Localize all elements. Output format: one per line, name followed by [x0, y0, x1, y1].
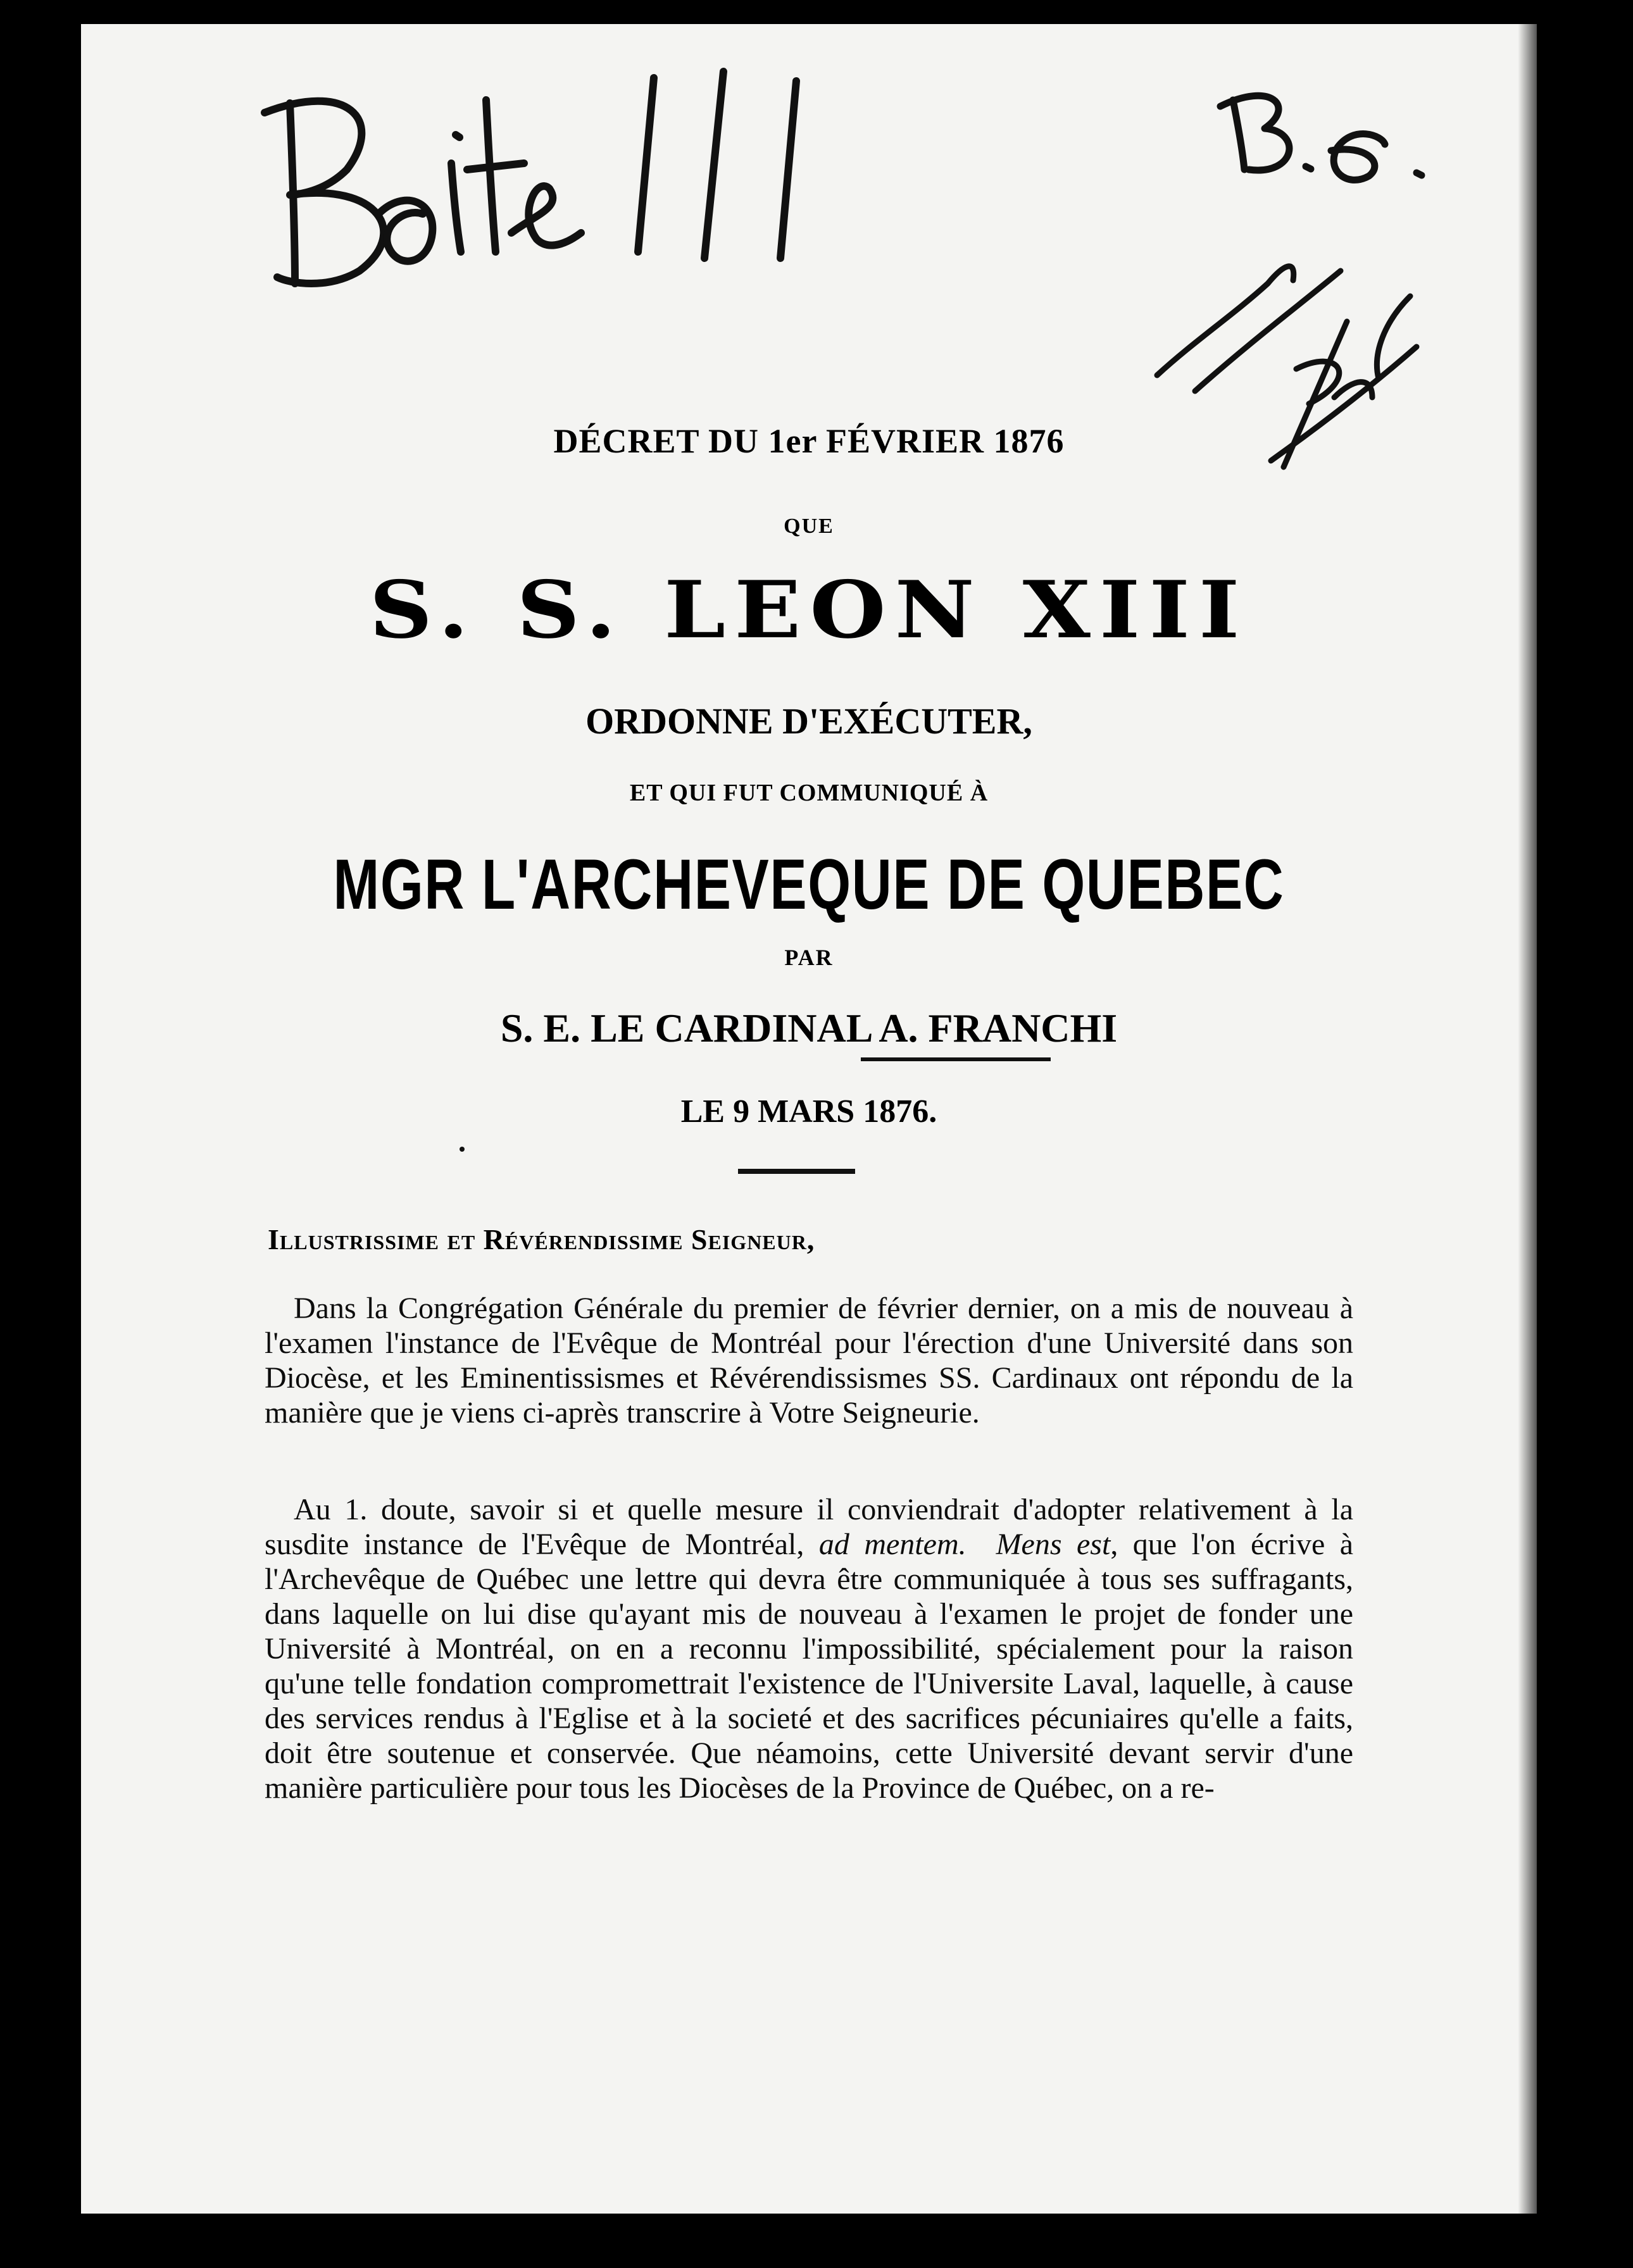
cardinal-line: [81, 1005, 1537, 1052]
ordonne-line: ORDONNE D'EXÉCUTER,: [585, 701, 1032, 742]
par-label: PAR: [784, 945, 834, 970]
handwritten-note-be: [1220, 96, 1422, 180]
cardinal-name: FRANCHI: [928, 1006, 1118, 1050]
paragraph2-italic-ad-mentem: ad mentem.: [818, 1528, 967, 1561]
page-edge-shadow: [1518, 24, 1537, 2214]
pope-title: S. S. LEON XIII: [369, 563, 1249, 656]
handwritten-annotations: [81, 24, 1537, 594]
cardinal-prefix: S. E. LE CARDINAL A.: [500, 1006, 929, 1050]
paragraph2-rest: , que l'on écrive à l'Archevêque de Québec une lettre qui devra être communiquée à tous ses suffragants, dans laquelle on lui dise qu'ayant mis de nouveau à l'examen le projet de fonder une Université à Montréal, on en a reconnu l'impossibilité, spécialement pour la raison qu'une telle fondation compromettrait l'existence de l'Universite Laval, laquelle, à cause des services rendus à l'Eglise et à la societé et des sacrifices pécuniaires qu'elle a faits, doit être soutenue et conservée. Que néamoins, cette Université devant servir d'une manière particulière pour tous les Diocèses de la Province de Québec, on a re-: [265, 1528, 1354, 1805]
salutation: Illustrissime et Révérendissime Seigneur,: [268, 1223, 815, 1256]
date-sent-line: LE 9 MARS 1876.: [680, 1094, 937, 1130]
paragraph2-italic-mens-est: Mens est: [996, 1528, 1111, 1561]
body-paragraph-2: [265, 1492, 1353, 1805]
handwritten-underline: [861, 1057, 1051, 1061]
handwritten-note-boite-111: [265, 72, 796, 284]
body-paragraph-1: Dans la Congrégation Générale du premier de février dernier, on a mis de nouveau à l'examen l'instance de l'Evêque de Montréal pour l'érection d'une Université dans son Diocèse, et les Eminentissismes et Révérendissismes SS. Cardinaux ont répondu de la manière que je viens ci-après transcrire à Votre Seigneurie.: [265, 1292, 1353, 1430]
document-page: [81, 24, 1537, 2214]
decree-date-heading: DÉCRET DU 1er FÉVRIER 1876: [553, 422, 1065, 460]
paragraph2-start: Au 1. doute, savoir si et quelle mesure il conviendrait d'adopter relativement à la susdite instance de l'Evêque de Montréal,: [265, 1493, 1353, 1561]
que-label: QUE: [784, 514, 834, 538]
separator-rule: [738, 1169, 855, 1174]
archeveque-title: MGR L'ARCHEVEQUE DE QUEBEC: [333, 845, 1285, 924]
communique-line: ET QUI FUT COMMUNIQUÉ À: [629, 780, 989, 806]
ink-dot: [460, 1147, 465, 1152]
